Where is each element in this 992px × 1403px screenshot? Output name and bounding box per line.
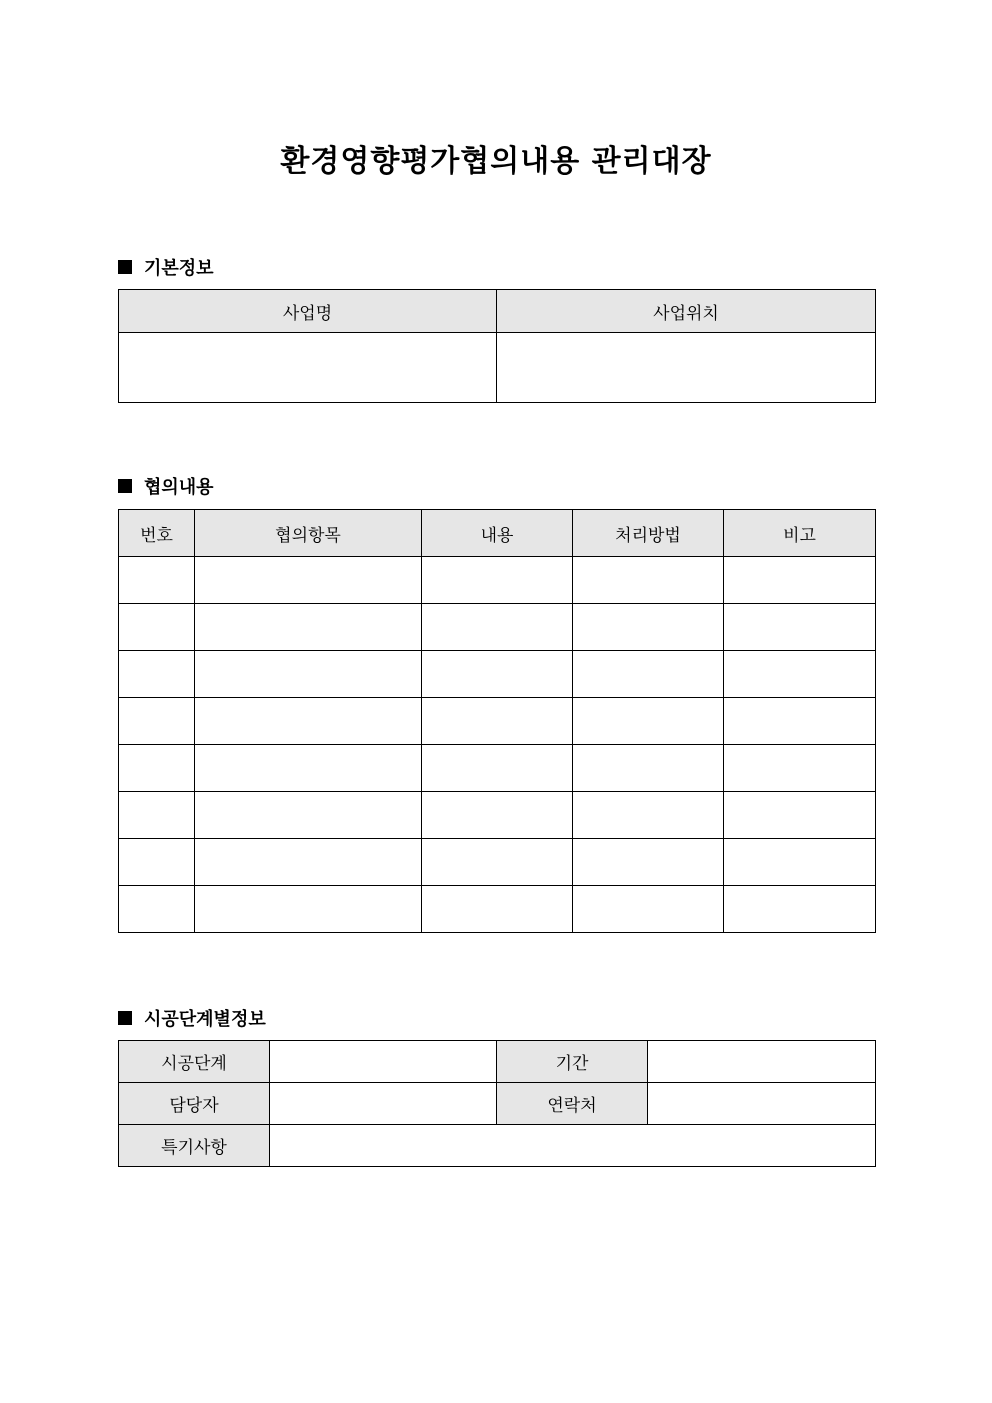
- notes-value-cell[interactable]: [270, 1125, 876, 1167]
- table-row: [119, 557, 876, 604]
- construction-stage-table: [118, 1040, 876, 1167]
- item-cell[interactable]: [195, 792, 422, 839]
- number-cell[interactable]: [119, 651, 195, 698]
- square-bullet-icon: [118, 479, 132, 493]
- section-heading-consult-label: 협의내용: [144, 477, 214, 498]
- table-row: [119, 1083, 876, 1125]
- page-title: 환경영향평가협의내용 관리대장: [280, 144, 712, 179]
- square-bullet-icon: [118, 1011, 132, 1025]
- table-row: [119, 792, 876, 839]
- number-cell[interactable]: [119, 745, 195, 792]
- business-name-cell[interactable]: [119, 333, 497, 403]
- column-header-business-location: 사업위치: [497, 290, 876, 333]
- table-row: [119, 886, 876, 933]
- method-cell[interactable]: [573, 698, 724, 745]
- content-cell[interactable]: [422, 557, 573, 604]
- method-cell[interactable]: [573, 839, 724, 886]
- table-row: [119, 1041, 876, 1083]
- period-label: 기간: [497, 1041, 648, 1083]
- square-bullet-icon: [118, 260, 132, 274]
- business-location-cell[interactable]: [497, 333, 876, 403]
- number-cell[interactable]: [119, 839, 195, 886]
- content-cell[interactable]: [422, 839, 573, 886]
- item-cell[interactable]: [195, 698, 422, 745]
- basic-info-table: [118, 289, 876, 403]
- table-row: [119, 745, 876, 792]
- method-cell[interactable]: [573, 792, 724, 839]
- consultation-table: [118, 509, 876, 933]
- method-cell[interactable]: [573, 604, 724, 651]
- item-cell[interactable]: [195, 557, 422, 604]
- content-cell[interactable]: [422, 651, 573, 698]
- manager-label: 담당자: [119, 1083, 270, 1125]
- manager-value-cell[interactable]: [270, 1083, 497, 1125]
- remarks-cell[interactable]: [724, 651, 876, 698]
- table-row: [119, 1125, 876, 1167]
- section-heading-basic: [118, 254, 214, 280]
- period-value-cell[interactable]: [648, 1041, 876, 1083]
- method-cell[interactable]: [573, 886, 724, 933]
- item-cell[interactable]: [195, 604, 422, 651]
- item-cell[interactable]: [195, 651, 422, 698]
- column-header-business-name: 사업명: [119, 290, 497, 333]
- table-header-row: [119, 290, 876, 333]
- method-cell[interactable]: [573, 557, 724, 604]
- column-header-content: 내용: [422, 510, 573, 557]
- column-header-remarks: 비고: [724, 510, 876, 557]
- column-header-item: 협의항목: [195, 510, 422, 557]
- remarks-cell[interactable]: [724, 792, 876, 839]
- content-cell[interactable]: [422, 698, 573, 745]
- contact-value-cell[interactable]: [648, 1083, 876, 1125]
- remarks-cell[interactable]: [724, 839, 876, 886]
- section-heading-stage-label: 시공단계별정보: [144, 1009, 266, 1030]
- section-heading-stage: [118, 1005, 266, 1031]
- contact-label: 연락처: [497, 1083, 648, 1125]
- notes-label: 특기사항: [119, 1125, 270, 1167]
- remarks-cell[interactable]: [724, 886, 876, 933]
- section-heading-basic-label: 기본정보: [144, 258, 214, 279]
- table-row: [119, 333, 876, 403]
- column-header-method: 처리방법: [573, 510, 724, 557]
- table-header-row: [119, 510, 876, 557]
- number-cell[interactable]: [119, 604, 195, 651]
- method-cell[interactable]: [573, 651, 724, 698]
- remarks-cell[interactable]: [724, 698, 876, 745]
- number-cell[interactable]: [119, 557, 195, 604]
- table-row: [119, 698, 876, 745]
- number-cell[interactable]: [119, 792, 195, 839]
- column-header-number: 번호: [119, 510, 195, 557]
- content-cell[interactable]: [422, 745, 573, 792]
- stage-label: 시공단계: [119, 1041, 270, 1083]
- remarks-cell[interactable]: [724, 604, 876, 651]
- number-cell[interactable]: [119, 698, 195, 745]
- remarks-cell[interactable]: [724, 557, 876, 604]
- table-row: [119, 604, 876, 651]
- content-cell[interactable]: [422, 886, 573, 933]
- table-row: [119, 839, 876, 886]
- content-cell[interactable]: [422, 604, 573, 651]
- remarks-cell[interactable]: [724, 745, 876, 792]
- item-cell[interactable]: [195, 839, 422, 886]
- section-heading-consult: [118, 473, 214, 499]
- number-cell[interactable]: [119, 886, 195, 933]
- method-cell[interactable]: [573, 745, 724, 792]
- item-cell[interactable]: [195, 886, 422, 933]
- stage-value-cell[interactable]: [270, 1041, 497, 1083]
- content-cell[interactable]: [422, 792, 573, 839]
- table-row: [119, 651, 876, 698]
- item-cell[interactable]: [195, 745, 422, 792]
